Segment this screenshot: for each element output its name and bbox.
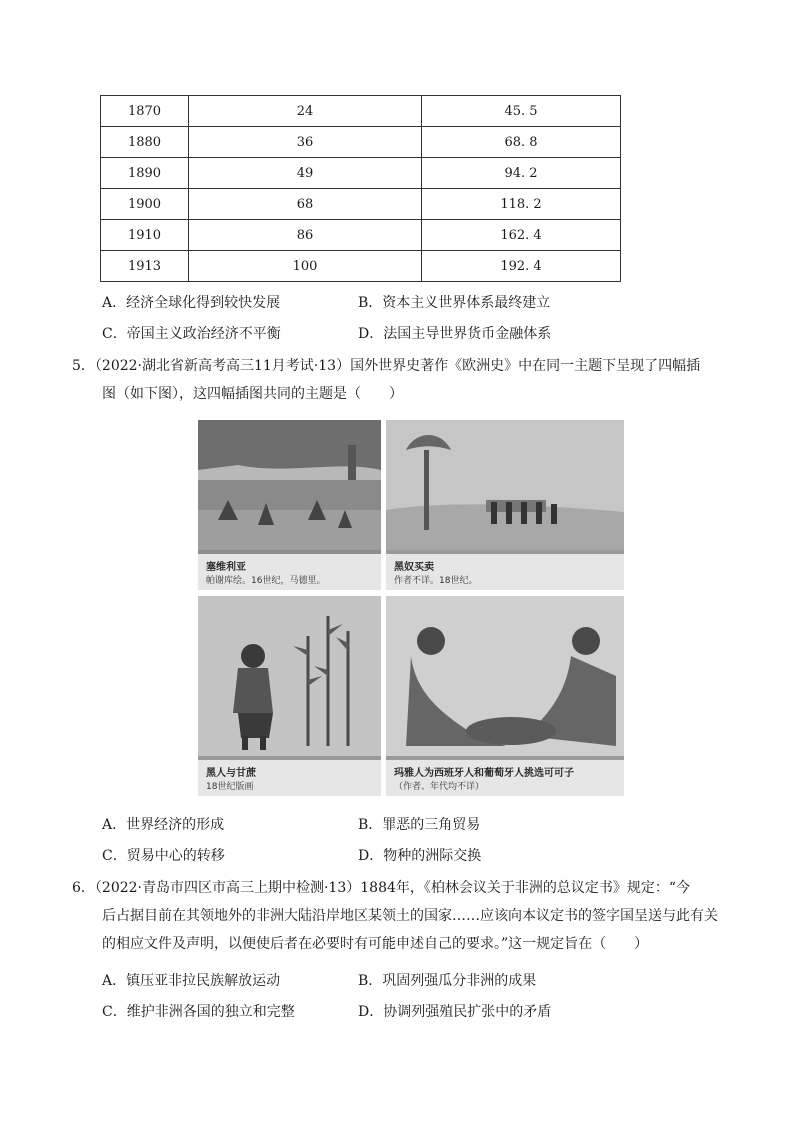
q4-option-b[interactable]: B．资本主义世界体系最终建立 xyxy=(358,295,551,311)
table-cell-value: 192. 4 xyxy=(422,251,621,282)
table-cell-value: 86 xyxy=(189,220,422,251)
table-cell-year: 1910 xyxy=(101,220,189,251)
q6-option-b[interactable]: B．巩固列强瓜分非洲的成果 xyxy=(358,973,537,989)
q4-option-d[interactable]: D．法国主导世界货币金融体系 xyxy=(358,326,552,342)
q6-option-d[interactable]: D．协调列强殖民扩张中的矛盾 xyxy=(358,1004,552,1020)
figure-caption xyxy=(386,554,624,590)
q6-stem-line-2: 后占据目前在其领地外的非洲大陆沿岸地区某领土的国家……应该向本议定书的签字国呈送与此有关 xyxy=(102,908,718,924)
table-cell-value: 68 xyxy=(189,189,422,220)
q6-stem xyxy=(72,874,722,958)
q4-option-a[interactable]: A．经济全球化得到较快发展 xyxy=(102,295,281,311)
q5-option-b[interactable]: B．罪恶的三角贸易 xyxy=(358,817,481,833)
table-row xyxy=(101,189,621,220)
data-table xyxy=(100,95,621,282)
table-cell-value: 45. 5 xyxy=(422,96,621,127)
q5-option-c[interactable]: C．贸易中心的转移 xyxy=(102,848,225,864)
table-cell-year: 1880 xyxy=(101,127,189,158)
q5-option-d[interactable]: D．物种的洲际交换 xyxy=(358,848,482,864)
table-cell-value: 68. 8 xyxy=(422,127,621,158)
q4-option-c[interactable]: C．帝国主义政治经济不平衡 xyxy=(102,326,281,342)
figure-subtitle: 18世纪版画 xyxy=(206,782,254,792)
table-cell-value: 36 xyxy=(189,127,422,158)
figure-sugarcane xyxy=(198,596,381,796)
figure-caption xyxy=(198,760,381,796)
figure-slave-trade xyxy=(386,420,624,590)
figure-title: 黑奴买卖 xyxy=(394,562,434,573)
sugarcane-illustration xyxy=(198,596,381,756)
figure-subtitle: （作者、年代均不详） xyxy=(394,782,485,792)
table-cell-year: 1913 xyxy=(101,251,189,282)
table-cell-year: 1900 xyxy=(101,189,189,220)
seville-illustration xyxy=(198,420,381,550)
q6-option-c[interactable]: C．维护非洲各国的独立和完整 xyxy=(102,1004,295,1020)
figure-maya-cacao xyxy=(386,596,624,796)
figure-caption xyxy=(198,554,381,590)
figure-title: 塞维利亚 xyxy=(206,562,246,573)
table-row xyxy=(101,127,621,158)
q6-stem-line-1: 6．（2022·青岛市四区市高三上期中检测·13）1884年，《柏林会议关于非洲的总议定书》规定：“今 xyxy=(72,880,691,896)
maya-cacao-illustration xyxy=(386,596,624,756)
figure-seville xyxy=(198,420,381,590)
figure-subtitle: 作者不详。18世纪。 xyxy=(394,576,478,586)
q6-stem-line-3: 的相应文件及声明，以便使后者在必要时有可能申述自己的要求。”这一规定旨在（ ） xyxy=(102,936,649,952)
q5-stem-line-1: 5．（2022·湖北省新高考高三11月考试·13）国外世界史著作《欧洲史》中在同一主题下呈现了四幅插 xyxy=(72,358,701,374)
table-cell-value: 162. 4 xyxy=(422,220,621,251)
figure-caption xyxy=(386,760,624,796)
table-cell-value: 100 xyxy=(189,251,422,282)
table-row xyxy=(101,158,621,189)
table-row xyxy=(101,220,621,251)
table-row xyxy=(101,96,621,127)
table-cell-year: 1890 xyxy=(101,158,189,189)
q5-stem xyxy=(72,352,722,408)
q5-option-a[interactable]: A．世界经济的形成 xyxy=(102,817,225,833)
q5-stem-line-2: 图（如下图），这四幅插图共同的主题是（ ） xyxy=(102,386,403,402)
table-cell-year: 1870 xyxy=(101,96,189,127)
figure-title: 玛雅人为西班牙人和葡萄牙人挑选可可子 xyxy=(394,768,574,779)
slave-trade-illustration xyxy=(386,420,624,550)
q6-option-a[interactable]: A．镇压亚非拉民族解放运动 xyxy=(102,973,281,989)
figure-subtitle: 帕谢库绘。16世纪，马德里。 xyxy=(206,576,326,586)
table-cell-value: 49 xyxy=(189,158,422,189)
table-cell-value: 94. 2 xyxy=(422,158,621,189)
table-cell-value: 24 xyxy=(189,96,422,127)
table-cell-value: 118. 2 xyxy=(422,189,621,220)
table-row xyxy=(101,251,621,282)
figure-title: 黑人与甘蔗 xyxy=(206,768,256,779)
